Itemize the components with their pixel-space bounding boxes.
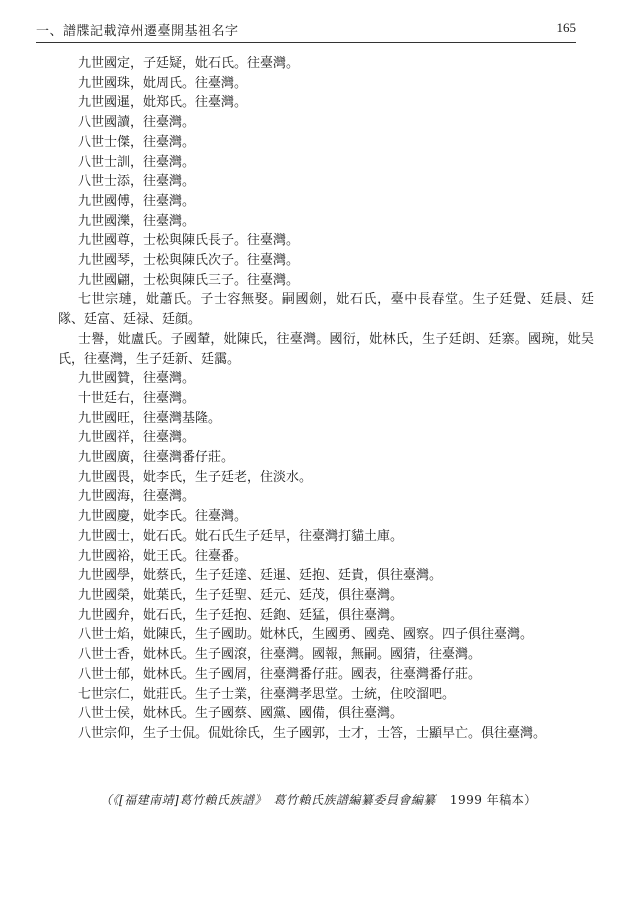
- entry-line: 九世國尊，士松與陳氏長子。往臺灣。: [78, 233, 300, 249]
- entry-line: 九世國定，子廷疑，妣石氏。往臺灣。: [78, 56, 300, 71]
- entry-line: 九世國旺，往臺灣基隆。: [78, 410, 222, 426]
- entry-line: 八世士侯，妣林氏。生子國蔡、國黨、國備，俱往臺灣。: [78, 706, 404, 722]
- entry-line: 八世士傑，往臺灣。: [78, 134, 196, 150]
- entry-line: 九世國士，妣石氏。妣石氏生子廷早，往臺灣打貓土庫。: [78, 528, 404, 544]
- entry-line: 十世廷右，往臺灣。: [78, 390, 196, 406]
- chapter-title: 一、譜牒記載漳州遷臺開基祖名字: [36, 24, 239, 39]
- genealogy-text: [58, 54, 594, 744]
- entry-line: 九世國學，妣蔡氏，生子廷達、廷暹、廷抱、廷貴，俱往臺灣。: [78, 568, 443, 584]
- page-number: 165: [556, 20, 576, 35]
- entry-line: 八世士香，妣林氏。生子國滾，往臺灣。國報，無嗣。國猜，往臺灣。: [78, 647, 482, 663]
- entry-line: 九世國暹，妣郑氏。往臺灣。: [78, 95, 248, 111]
- entry-line: 九世國傅，往臺灣。: [78, 193, 196, 209]
- entry-line: 九世國濼，往臺灣。: [78, 213, 196, 229]
- source-citation: [100, 791, 580, 808]
- entry-line: 七世宗仁，妣莊氏。生子士業，往臺灣孝思堂。士統，住咬溜吧。: [78, 686, 456, 702]
- entry-line: 八世國讀，往臺灣。: [78, 115, 196, 131]
- entry-line: 八世士添，往臺灣。: [78, 174, 196, 190]
- entry-line: 八世士郁，妣林氏。生子國屑，往臺灣番仔莊。國表，往臺灣番仔莊。: [78, 666, 482, 682]
- entry-line: 八世宗仰，生子士侃。侃妣徐氏，生子國郭，士才，士答，士顯早亡。俱往臺灣。: [78, 725, 547, 741]
- entry-line: 九世國畏，妣李氏，生子廷老，住淡水。: [78, 469, 313, 485]
- citation-year: 1999 年稿本）: [449, 793, 537, 807]
- entry-line: 九世國慶，妣李氏。往臺灣。: [78, 509, 248, 525]
- entry-line: 九世國琴，士松與陳氏次子。往臺灣。: [78, 253, 300, 269]
- entry-line: 九世國海，往臺灣。: [78, 489, 196, 505]
- entry-paragraph: 七世宗璉，妣蕭氏。子士容無娶。嗣國劍，妣石氏，臺中長春堂。生子廷覺、廷晨、廷隊、廷富、廷禄、廷顔。: [58, 292, 594, 328]
- entry-line: 九世國翩，士松與陳氏三子。往臺灣。: [78, 272, 300, 288]
- entry-line: 九世國榮，妣葉氏，生子廷聖、廷元、廷茂，俱往臺灣。: [78, 587, 404, 603]
- citation-text: （《[福建南靖]葛竹賴氏族譜》 葛竹賴氏族譜編纂委員會編纂: [100, 793, 436, 807]
- entry-line: 九世國弁，妣石氏，生子廷抱、廷鉋、廷猛，俱往臺灣。: [78, 607, 404, 623]
- running-header: [36, 18, 576, 43]
- entry-line: 八世士焰，妣陳氏，生子國助。妣林氏，生國勇、國堯、國察。四子俱往臺灣。: [78, 627, 534, 643]
- entry-line: 八世士訓，往臺灣。: [78, 154, 196, 170]
- entry-line: 九世國廣，往臺灣番仔莊。: [78, 450, 235, 466]
- entry-line: 九世國贊，往臺灣。: [78, 371, 196, 387]
- entry-line: 九世國祥，往臺灣。: [78, 430, 196, 446]
- entry-line: 九世國裕，妣王氏。往臺番。: [78, 548, 248, 564]
- entry-line: 九世國珠，妣周氏。往臺灣。: [78, 75, 248, 91]
- entry-paragraph: 士譽，妣盧氏。子國輦，妣陳氏，往臺灣。國衍，妣林氏，生子廷朗、廷寨。國琬，妣吴氏，往臺灣，生子廷新、廷靄。: [58, 331, 594, 367]
